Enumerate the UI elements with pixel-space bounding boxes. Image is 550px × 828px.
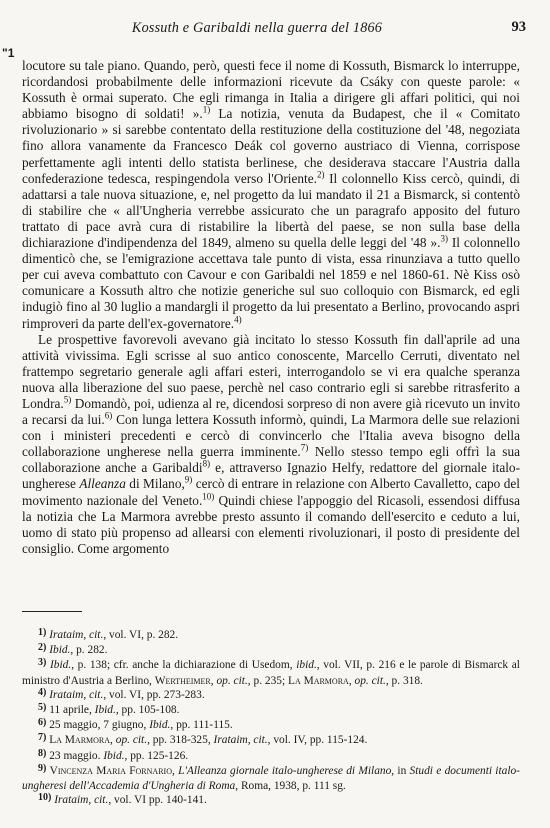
text-run: 23 maggio. xyxy=(49,749,104,762)
text-run: , in xyxy=(391,764,410,777)
footnote-divider xyxy=(22,611,82,612)
text-run: e, attraverso Ignazio Helfy, redattore del giornale italo-ungherese xyxy=(22,460,521,492)
text-run: Irataim, cit. xyxy=(49,629,104,641)
text-run: La notizia, venuta da Budapest, che il « Comitato rivoluzionario » si sarebbe contentato della restituzione della costituzione del '48, negoziata fino allora vanamente da Francesco Deák col governo austriaco di Vienna, corrispose perfettamente agli intenti dello statista berlinese, che desiderava staccare l'Austria dalla confederazione tedesca, respingendola verso l'Oriente. xyxy=(22,106,520,186)
footnote-8 xyxy=(22,749,520,764)
text-run: , vol. IV, pp. 115-124. xyxy=(267,734,368,747)
footnote-ref[interactable]: 10) xyxy=(202,491,215,502)
footnote-ref[interactable]: 1) xyxy=(202,104,211,115)
text-run: Ibid. xyxy=(103,749,125,762)
text-run: di Milano, xyxy=(125,476,185,492)
text-run: , p. 235; xyxy=(247,674,288,687)
text-run: , vol. VI, p. 282. xyxy=(103,629,179,641)
text-run: , xyxy=(348,674,355,687)
footnote-number: 9) xyxy=(38,762,47,774)
footnote-number: 2) xyxy=(38,642,47,654)
footnote-number: 6) xyxy=(38,717,47,729)
text-run: Irataim, cit. xyxy=(49,688,104,701)
author-name: La Marmora xyxy=(287,674,349,687)
text-run: locutore su tale piano. Quando, però, questi fece il nome di Kossuth, Bismarck lo interruppe, ricordandosi probabilmente delle informazioni ricevute da Csáky con queste parole: « Kossuth è ormai superato. Che egli rimanga in Italia a dirigere gli affari politici, qui noi abbiamo bisogno di soldati! ». xyxy=(22,58,520,122)
text-run: , pp. 105-108. xyxy=(115,704,180,717)
text-run: op. cit. xyxy=(216,674,248,687)
footnote-number: 7) xyxy=(38,732,47,744)
footnote-3 xyxy=(22,658,520,687)
text-run: op. cit. xyxy=(354,674,386,687)
footnote-2 xyxy=(22,643,520,658)
paragraph-2 xyxy=(22,332,520,557)
author-name: La Marmora xyxy=(49,734,111,747)
text-run: Irataim, cit. xyxy=(213,734,268,747)
paragraph-1 xyxy=(22,58,520,332)
text-run: 11 aprile, xyxy=(49,704,95,717)
footnote-1 xyxy=(22,628,520,643)
footnote-ref[interactable]: 7) xyxy=(300,442,309,453)
text-run: Domandò, poi, udienza al re, dicendosi sorpreso di non avere già ricevuto un invito a recarsi da lui. xyxy=(22,395,520,428)
footnote-4 xyxy=(22,688,520,703)
text-run: , p. 138; cfr. anche la dichiarazione di Usedom, xyxy=(71,659,297,672)
footnotes xyxy=(22,628,520,808)
footnote-number: 3) xyxy=(38,657,47,669)
footnote-number: 10) xyxy=(38,792,52,804)
text-run: , xyxy=(210,674,217,687)
text-run: , p. 318. xyxy=(385,674,423,687)
text-run: Ibid. xyxy=(94,704,116,717)
text-run: , Roma, 1938, p. 111 sg. xyxy=(235,780,346,793)
text-run: Ibid. xyxy=(49,644,71,657)
footnote-5 xyxy=(22,703,520,718)
text-run: , pp. 318-325, xyxy=(147,734,214,747)
footnote-ref[interactable]: 6) xyxy=(104,410,113,421)
footnote-ref[interactable]: 3) xyxy=(440,233,448,244)
footnote-ref[interactable]: 9) xyxy=(184,475,193,486)
author-name: Vincenza Maria Fornario xyxy=(49,764,172,777)
footnote-number: 8) xyxy=(38,747,47,759)
text-run: , p. 282. xyxy=(70,644,108,657)
footnote-number: 5) xyxy=(38,702,47,714)
footnote-number: 1) xyxy=(38,627,47,638)
scan-corner-mark: "1 xyxy=(2,46,15,60)
footnote-7: 7) La Marmora, op. cit., pp. 318-325, Irataim, cit., vol. IV, pp. 115-124. xyxy=(38,732,368,747)
text-run: Irataim, cit. xyxy=(54,794,109,807)
footnote-number: 4) xyxy=(38,686,47,698)
text-run: cercò di entrare in relazione con Alberto Cavalletto, capo del movimento nazionale del Veneto. xyxy=(22,476,520,508)
footnote-9: 9) Vincenza Maria Fornario, L'Alleanza giornale italo-ungherese di Milano, in Studi e documenti italo-ungheresi dell'Accademia d'Ungheria di Roma, Roma, 1938, p. 111 sg. xyxy=(22,762,520,793)
footnote-ref[interactable]: 2) xyxy=(316,169,325,180)
text-run: Il colonnello dimenticò che, se l'emigrazione accettava tale punto di vista, essa rinunziava a tutto quello per cui aveva combattuto con Cavour e con Garibaldi nel 1859 e nel 1860-61. Nè Kiss osò comunicare a Kossuth altro che notizie generiche sul suo colloquio con Bismarck, ed egli indugiò fino al 30 luglio a mandargli il progetto da lui presentato a Berlino, provocando aspri rimproveri da parte dell'ex-governatore. xyxy=(22,235,520,331)
text-run: , vol. VII, p. 216 e le parole di Bismarck al ministro d'Austria a Berlino, xyxy=(22,659,520,687)
text-run: 25 maggio, 7 giugno, xyxy=(49,719,150,732)
text-run: Studi e documenti italo-ungheresi dell'Accademia d'Ungheria di Roma xyxy=(22,764,520,793)
text-run: Quindi chiese l'appoggio del Ricasoli, essendosi diffusa la notizia che La Marmora avrebbe presto assunto il comando dell'esercito e ceduto a lui, uomo di stato più propenso ad allearsi con elementi rivoluzionari, il posto di presidente del consiglio. Come argomento xyxy=(22,492,520,556)
body-text xyxy=(22,58,520,557)
text-run: Con lunga lettera Kossuth informò, quindi, La Marmora delle sue relazioni con i ministeri precedenti e cercò di convincerlo che l'Italia aveva bisogno della collaborazione ungherese nella guerra imminente. xyxy=(22,412,520,460)
text-run: L'Alleanza giornale italo-ungherese di Milano xyxy=(178,764,392,777)
running-title: Kossuth e Garibaldi nella guerra del 1866 xyxy=(131,20,383,36)
text-run: Il colonnello Kiss cercò, quindi, di adattarsi a tale nuova situazione, e, nel progetto da lui mandato il 21 a Bismarck, si contentò di stabilire che « all'Ungheria verrebbe assicurato che un paragrafo apposito del futuro trattato di pace avrà cura di ristabilire la libertà del paese, se non sulla base della dichiarazione d'indipendenza del 1849, almeno su quella delle leggi del '48 ». xyxy=(22,170,520,251)
text-run: Nello stesso tempo egli offrì la sua collaborazione anche a Garibaldi xyxy=(22,444,521,476)
footnote-ref[interactable]: 8) xyxy=(202,458,211,469)
footnote-10 xyxy=(22,793,520,808)
newspaper-title: Alleanza xyxy=(79,476,126,492)
text-run: ibid. xyxy=(296,659,317,672)
author-name: Wertheimer xyxy=(154,674,211,687)
text-run: op. cit. xyxy=(115,734,148,747)
text-run: Ibid. xyxy=(149,719,171,732)
text-run: Ibid. xyxy=(49,659,72,672)
page-header xyxy=(22,20,532,36)
page-number: 93 xyxy=(511,19,526,35)
text-run: , vol. VI pp. 140-141. xyxy=(108,794,207,807)
text-run: Le prospettive favorevoli avevano già incitato lo stesso Kossuth fin dall'aprile ad una attività vivissima. Egli scrisse al suo antico conoscente, Marcello Cerruti, diventato nel frattempo segretario generale agli affari esteri, interrogandolo se vi era qualche speranza nuova alla liberazione del suo paese, perchè nel caso contrario egli si sarebbe ritrasferito a Londra. xyxy=(22,331,520,411)
text-run: , pp. 125-126. xyxy=(124,749,189,762)
footnote-ref[interactable]: 4) xyxy=(234,314,242,325)
text-run: , pp. 111-115. xyxy=(170,719,233,732)
footnote-ref[interactable]: 5) xyxy=(63,394,72,405)
footnote-6 xyxy=(22,718,520,733)
text-run: , vol. VI, pp. 273-283. xyxy=(103,688,205,701)
